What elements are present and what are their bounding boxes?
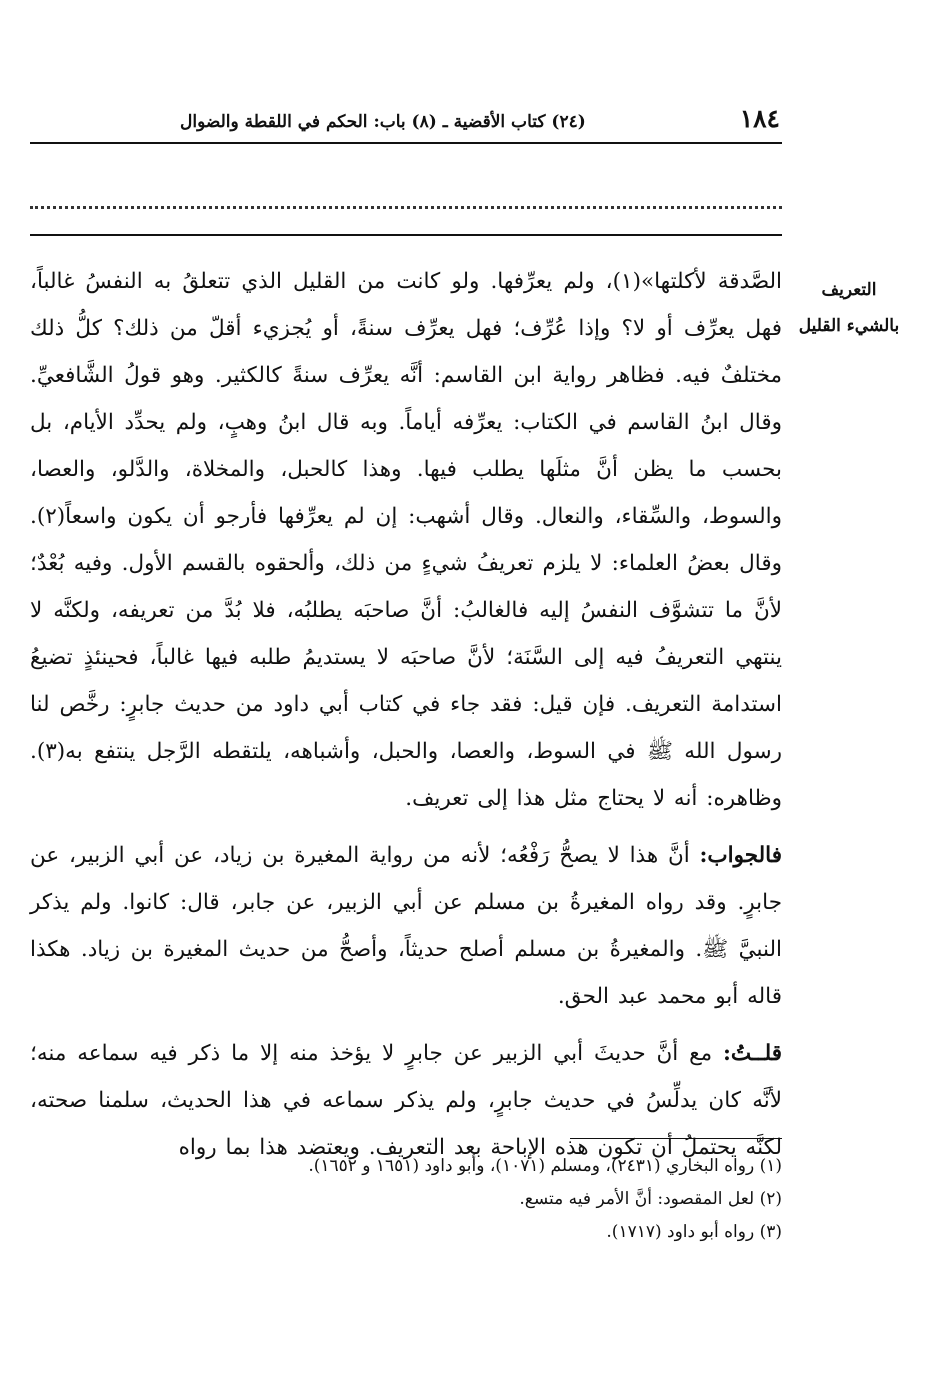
- margin-note: [790, 272, 908, 344]
- margin-note-line-2: بالشيء القليل: [798, 316, 900, 336]
- paragraph-text: مع أنَّ حديثَ أبي الزبير عن جابرٍ لا يؤخذ منه إلا ما ذكر فيه سماعه منه؛ لأنَّه كان يدلِّسُ في حديث جابرٍ، ولم يذكر سماعه في هذا الحديث، سلمنا صحته، لكنَّه يحتملُ أن تكون هذه الإباحة بعد التعريف. ويعتضد هذا بما رواه: [30, 1041, 782, 1160]
- footnote-rule: [570, 1138, 782, 1139]
- page-header: [30, 104, 780, 140]
- paragraph-text: الصَّدقة لأكلتها»(١)، ولم يعرِّفها. ولو كانت من القليل الذي تتعلقُ به النفسُ غالباً، فهل يعرِّف أو لا؟ وإذا عُرِّف؛ فهل يعرِّف سنةً، أو يُجزيء أقلّ من ذلك؟ كلُّ ذلك مختلفٌ فيه. فظاهر رواية ابن القاسم: أنَّه يعرِّف سنةً كالكثير. وهو قولُ الشَّافعيِّ. وقال ابنُ القاسم في الكتاب: يعرِّفه أياماً. وبه قال ابنُ وهبٍ، ولم يحدِّد الأيام، بل بحسب ما يظن أنَّ مثلَها يطلب فيها. وهذا كالحبل، والمخلاة، والدَّلو، والعصا، والسوط، والسِّقاء، والنعال. وقال أشهب: إن لم يعرِّفها فأرجو أن يكون واسعاً(٢). وقال بعضُ العلماء: لا يلزم تعريفُ شيءٍ من ذلك، وألحقوه بالقسم الأول. وفيه بُعْدٌ؛ لأنَّ ما تتشوَّف النفسُ إليه فالغالبُ: أنَّ صاحبَه يطلبُه، فلا بُدَّ من تعريفه، ولكنَّه لا ينتهي التعريفُ فيه إلى السَّنَة؛ لأنَّ صاحبَه لا يستديمُ طلبه فيها غالباً، فحينئذٍ تضيعُ استدامة التعريف. فإن قيل: فقد جاء في كتاب أبي داود من حديث جابرٍ: رخَّص لنا رسول الله ﷺ في السوط، والعصا، والحبل، وأشباهه، يلتقطه الرَّجل ينتفع به(٣). وظاهره: أنه لا يحتاج مثل هذا إلى تعريف.: [30, 269, 783, 811]
- margin-note-line-1: التعريف: [821, 280, 877, 300]
- paragraph-lead: فالجواب:: [699, 843, 782, 868]
- paragraph-lead: قلــتُ:: [722, 1041, 782, 1066]
- footnote: (٢) لعل المقصود: أنَّ الأمر فيه متسع.: [519, 1189, 782, 1209]
- paragraph: [30, 258, 782, 822]
- footnote: (٣) رواه أبو داود (١٧١٧).: [606, 1222, 782, 1242]
- paragraph: [30, 832, 782, 1020]
- main-text: [30, 258, 782, 1171]
- running-title: (٢٤) كتاب الأقضية ـ (٨) باب: الحكم في اللقطة والضوال: [180, 112, 586, 132]
- footnote: (١) رواه البخاري (٢٤٣١)، ومسلم (١٠٧١)، وأبو داود (١٦٥١ و ١٦٥٢).: [308, 1156, 782, 1176]
- section-rule: [30, 234, 782, 236]
- page-number: ١٨٤: [739, 104, 780, 133]
- dotted-separator: [30, 186, 782, 209]
- footnotes: [30, 1150, 782, 1249]
- header-rule: [30, 142, 782, 144]
- paragraph-text: أنَّ هذا لا يصحُّ رَفْعُه؛ لأنه من رواية المغيرة بن زياد، عن أبي الزبير، عن جابرٍ. وقد رواه المغيرةُ بن مسلم عن أبي الزبير، عن جابر، قال: كانوا. ولم يذكر النبيَّ ﷺ. والمغيرةُ بن مسلم أصلح حديثاً، وأصحُّ من حديث المغيرة بن زياد. هكذا قاله أبو محمد عبد الحق.: [30, 843, 782, 1009]
